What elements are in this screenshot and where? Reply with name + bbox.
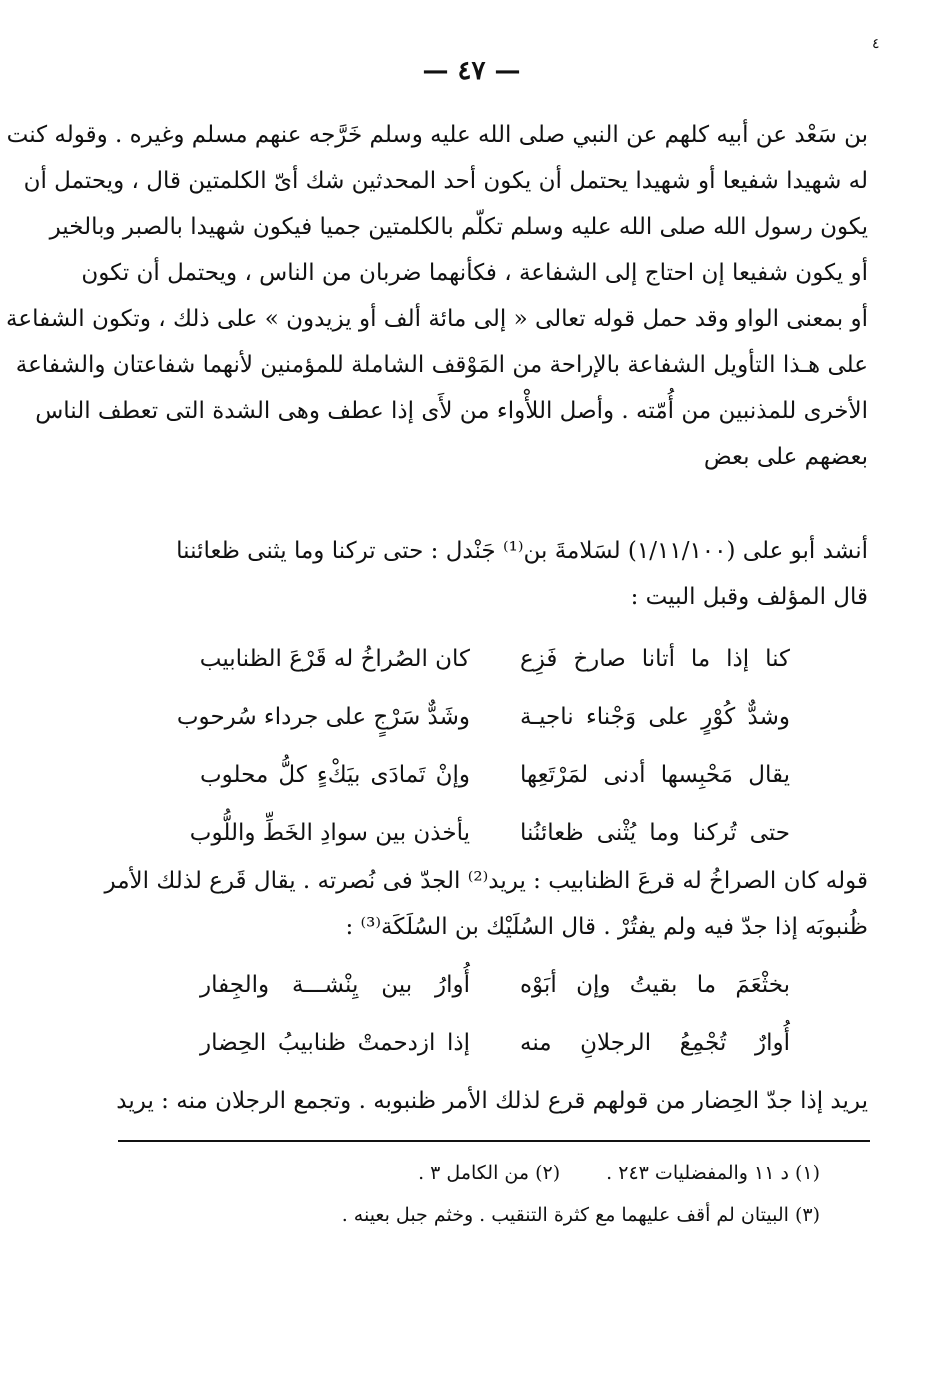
verse-hemistich-first: أُوارٌ تُجْمِعُ الرجلانِ منه xyxy=(520,1030,790,1056)
text-line: يكون رسول الله صلى الله عليه وسلم تكلّم بالكلمتين جميا فيكون شهيدا بالصبر وبالخير xyxy=(49,214,868,240)
text-line: بعضهم على بعض xyxy=(703,444,868,470)
verse-hemistich-second: أُوارُ بين يِنْشـــة والجِفار xyxy=(200,972,470,998)
verse-hemistich-first: بخثْعَمَ ما بقيتُ وإن أبَوْه xyxy=(520,972,790,998)
text-line: على هـذا التأويل الشفاعة بالإراحة من المَوْقف الشاملة للمؤمنين لأنهما شفاعتان والشفاعة xyxy=(15,352,868,378)
text-line: له شهيدا شفيعا أو شهيدا يحتمل أن يكون أحد المحدثين شك أىّ الكلمتين قال ، ويحتمل أن xyxy=(23,168,868,194)
verse-hemistich-second: إذا ازدحمتْ ظنابيبُ الحِضار xyxy=(200,1030,470,1056)
footnote-line xyxy=(300,1152,820,1194)
verse xyxy=(189,804,790,862)
paragraph-commentary xyxy=(6,112,868,480)
author-note-line: قال المؤلف وقبل البيت : xyxy=(630,584,868,610)
text-line: يريد إذا جدّ الحِضار من قولهم قرع لذلك الأمر ظنبوبه . وتجمع الرجلان منه : يريد xyxy=(116,1088,868,1114)
footnote-3: (٣) البيتان لم أقف عليهما مع كثرة التنقيب . وخثم جبل بعينه . xyxy=(341,1204,820,1226)
verse-hemistich-second: يأخذن بين سوادِ الخَطِّ واللُّوب xyxy=(189,820,470,846)
verse-hemistich-first: يقال مَحْبِسها أدنى لمَرْتَعِها xyxy=(520,762,790,788)
footnote-divider xyxy=(118,1140,870,1142)
verse-hemistich-first: كنا إذا ما أتانا صارخ فَزِع xyxy=(520,646,790,672)
text-line: ظُنبوبَه إذا جدّ فيه ولم يفتُرْ . قال السُلَيْك بن السُلَكَة⁽³⁾ : xyxy=(345,914,868,940)
poem-block-2 xyxy=(200,956,790,1072)
citation-line: أنشد أبو على (١/١١/١٠٠) لسَلامةَ بن⁽¹⁾ جَنْدل : حتى تركنا وما يثنى ظعائننا xyxy=(176,538,868,564)
text-line: أو يكون شفيعا إن احتاج إلى الشفاعة ، فكأنهما ضربان من الناس ، ويحتمل أن تكون xyxy=(81,260,868,286)
paragraph-citation xyxy=(128,528,868,620)
verse-hemistich-first: حتى تُركنا وما يُثْنى ظعائنُنا xyxy=(520,820,790,846)
text-line: بن سَعْد عن أبيه كلهم عن النبي صلى الله عليه وسلم خَرَّجه عنهم مسلم وغيره . وقوله كنت xyxy=(6,122,868,148)
verse-hemistich-first: وشدٌّ كُوْرٍ على وَجْناء ناجيـة xyxy=(520,704,790,730)
footnotes xyxy=(300,1152,820,1236)
paragraph-closing xyxy=(116,1078,868,1124)
verse xyxy=(200,956,790,1014)
footnote-1: (١) د ١١ والمفضليات ٢٤٣ . xyxy=(606,1162,820,1184)
paragraph-explanation xyxy=(104,858,868,950)
verse-hemistich-second: وشَدٌّ سَرْجٍ على جرداء سُرحوب xyxy=(176,704,470,730)
text-line: أو بمعنى الواو وقد حمل قوله تعالى « إلى مائة ألف أو يزيدون » على ذلك ، وتكون الشفاعة xyxy=(6,306,868,332)
text-line: الأخرى للمذنبين من أُمّته . وأصل اللأْواء من لأَى إذا عطف وهى الشدة التى تعطف الناس xyxy=(35,398,868,424)
text-line: قوله كان الصراخُ له قرعَ الظنابيب : يريد⁽²⁾ الجدّ فى نُصرته . يقال قَرع لذلك الأمر xyxy=(104,868,868,894)
verse xyxy=(200,1014,790,1072)
corner-mark: ٤ xyxy=(872,36,880,52)
page-number: — ٤٧ — xyxy=(422,56,521,86)
verse xyxy=(200,630,790,688)
verse-hemistich-second: وإنْ تَمادَى بيَكْءٍ كلُّ محلوب xyxy=(200,762,470,788)
footnote-2: (٢) من الكامل ٣ . xyxy=(418,1162,561,1184)
poem-block-1 xyxy=(176,630,790,862)
verse xyxy=(200,746,790,804)
verse xyxy=(176,688,790,746)
verse-hemistich-second: كان الصُراخُ له قَرْعَ الظنابيب xyxy=(199,646,470,672)
